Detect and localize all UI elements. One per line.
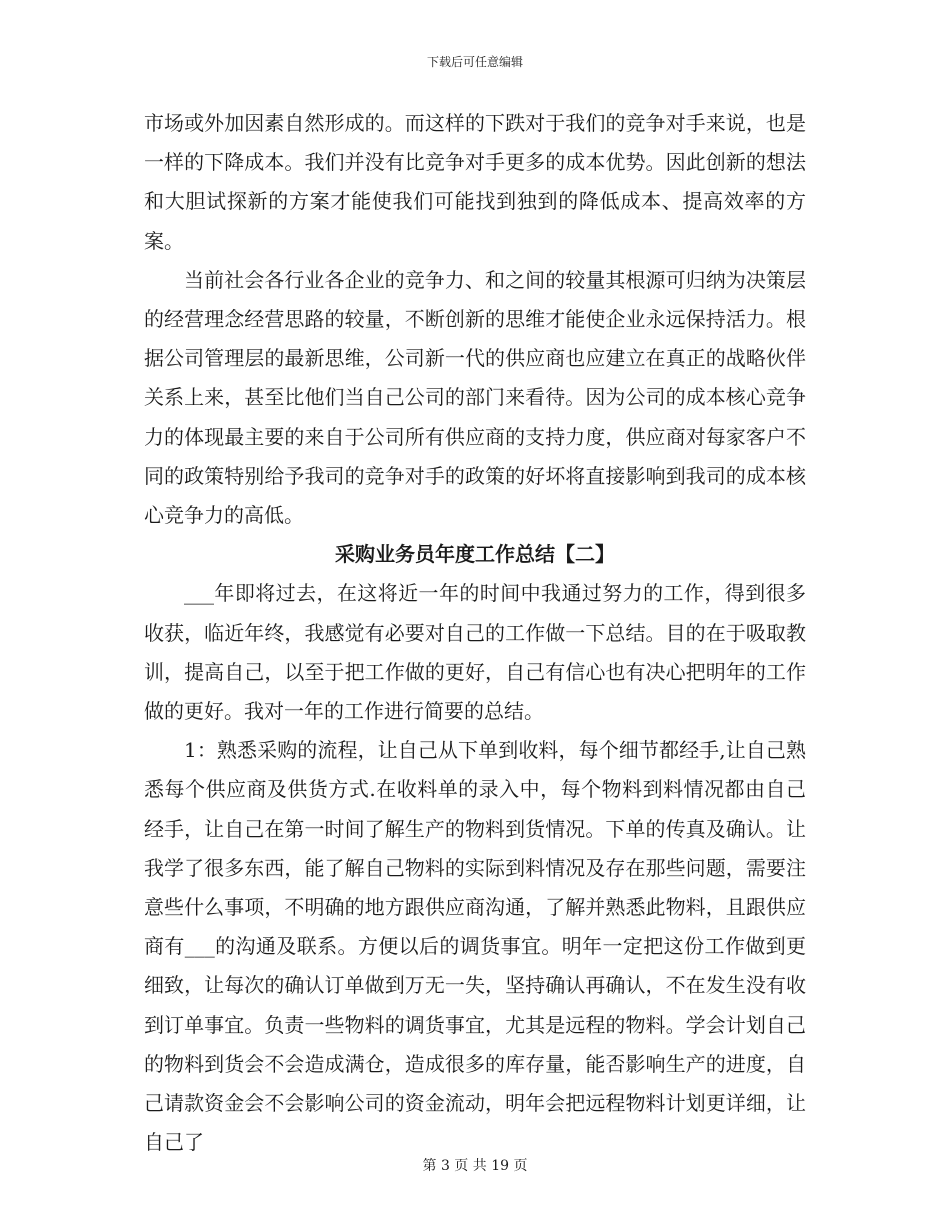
page-header: 下载后可任意编辑	[426, 55, 523, 69]
section-title: 采购业务员年度工作总结【二】	[335, 542, 615, 567]
paragraph: 市场或外加因素自然形成的。而这样的下跌对于我们的竞争对手来说，也是一样的下降成本。我们并没有比竞争对手更多的成本优势。因此创新的想法和大胆试探新的方案才能使我们可能找到独到的降低成本、提高效率的方案。	[144, 111, 806, 253]
paragraph: ___年即将过去，在这将近一年的时间中我通过努力的工作，得到很多收获，临近年终，我感觉有必要对自己的工作做一下总结。目的在于吸取教训，提高自己，以至于把工作做的更好，自己有信心也有决心把明年的工作做的更好。我对一年的工作进行简要的总结。	[144, 581, 806, 724]
paragraph: 当前社会各行业各企业的竞争力、和之间的较量其根源可归纳为决策层的经营理念经营思路的较量，不断创新的思维才能使企业永远保持活力。根据公司管理层的最新思维，公司新一代的供应商也应建立在真正的战略伙伴关系上来，甚至比他们当自己公司的部门来看待。因为公司的成本核心竞争力的体现最主要的来自于公司所有供应商的支持力度，供应商对每家客户不同的政策特别给予我司的竞争对手的政策的好坏将直接影响到我司的成本核心竞争力的高低。	[144, 267, 806, 528]
page-footer: 第 3 页 共 19 页	[422, 1158, 528, 1174]
document-body	[144, 104, 806, 1162]
paragraph: 1：熟悉采购的流程，让自己从下单到收料，每个细节都经手,让自己熟悉每个供应商及供货方式.在收料单的录入中，每个物料到料情况都由自己经手，让自己在第一时间了解生产的物料到货情况。下单的传真及确认。让我学了很多东西，能了解自己物料的实际到料情况及存在那些问题，需要注意些什么事项，不明确的地方跟供应商沟通，了解并熟悉此物料，且跟供应商有___的沟通及联系。方便以后的调货事宜。明年一定把这份工作做到更细致，让每次的确认订单做到万无一失，坚持确认再确认，不在发生没有收到订单事宜。负责一些物料的调货事宜，尤其是远程的物料。学会计划自己的物料到货会不会造成满仓，造成很多的库存量，能否影响生产的进度，自己请款资金会不会影响公司的资金流动，明年会把远程物料计划更详细，让自己了	[144, 738, 806, 1155]
